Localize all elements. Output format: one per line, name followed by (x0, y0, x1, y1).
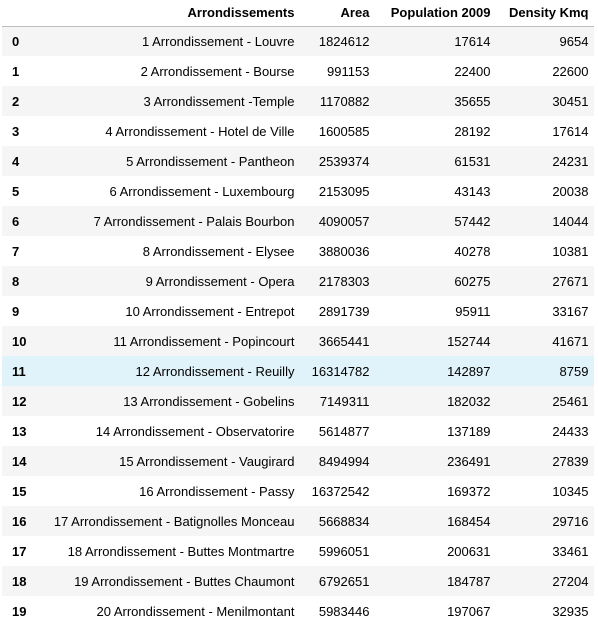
cell-density: 30451 (552, 93, 589, 109)
cell-area: 5668834 (318, 513, 370, 529)
row-index: 12 (12, 393, 27, 409)
table-row (2, 566, 594, 596)
cell-arrondissement: 14 Arrondissement - Observatorire (95, 423, 295, 439)
cell-arrondissement: 4 Arrondissement - Hotel de Ville (105, 123, 295, 139)
cell-density: 24433 (552, 423, 589, 439)
row-index: 4 (12, 153, 20, 169)
cell-area: 2539374 (318, 153, 370, 169)
cell-arrondissement: 9 Arrondissement - Opera (145, 273, 295, 289)
cell-area: 5983446 (318, 603, 370, 619)
cell-population: 60275 (454, 273, 491, 289)
cell-population: 169372 (447, 483, 491, 499)
table-row (2, 476, 594, 506)
row-index: 9 (12, 303, 20, 319)
cell-arrondissement: 11 Arrondissement - Popincourt (113, 333, 295, 349)
cell-area: 1600585 (318, 123, 370, 139)
cell-area: 6792651 (318, 573, 370, 589)
table-row (2, 206, 594, 236)
cell-density: 33167 (552, 303, 589, 319)
row-index: 17 (12, 543, 27, 559)
cell-density: 32935 (552, 603, 589, 619)
header-area: Area (300, 0, 375, 26)
cell-area: 991153 (327, 63, 370, 79)
cell-density: 20038 (552, 183, 589, 199)
cell-area: 2153095 (318, 183, 370, 199)
cell-area: 3665441 (318, 333, 370, 349)
cell-density: 25461 (552, 393, 589, 409)
row-index: 6 (12, 213, 20, 229)
cell-area: 5614877 (318, 423, 370, 439)
cell-density: 10345 (552, 483, 589, 499)
cell-population: 197067 (447, 603, 491, 619)
table-row (2, 296, 594, 326)
row-index: 19 (12, 603, 27, 619)
row-index: 0 (12, 33, 20, 49)
index-header (2, 0, 32, 26)
cell-population: 57442 (454, 213, 491, 229)
cell-population: 17614 (454, 33, 491, 49)
row-index: 15 (12, 483, 27, 499)
cell-area: 2178303 (318, 273, 370, 289)
row-index: 18 (12, 573, 27, 589)
row-index: 1 (12, 63, 20, 79)
dataframe-table (2, 0, 594, 626)
cell-density: 24231 (552, 153, 589, 169)
cell-arrondissement: 12 Arrondissement - Reuilly (135, 363, 295, 379)
header-arrondissements: Arrondissements (32, 0, 300, 26)
cell-area: 1824612 (318, 33, 370, 49)
cell-population: 35655 (454, 93, 491, 109)
cell-arrondissement: 10 Arrondissement - Entrepot (125, 303, 295, 319)
cell-density: 33461 (552, 543, 589, 559)
cell-arrondissement: 6 Arrondissement - Luxembourg (109, 183, 295, 199)
row-index: 5 (12, 183, 20, 199)
table-row (2, 536, 594, 566)
cell-population: 200631 (447, 543, 491, 559)
cell-population: 152744 (447, 333, 491, 349)
cell-population: 95911 (455, 303, 491, 319)
cell-arrondissement: 8 Arrondissement - Elysee (142, 243, 295, 259)
table-row (2, 236, 594, 266)
cell-density: 29716 (552, 513, 589, 529)
table-row (2, 446, 594, 476)
cell-population: 182032 (447, 393, 491, 409)
cell-arrondissement: 2 Arrondissement - Bourse (140, 63, 295, 79)
cell-population: 28192 (454, 123, 491, 139)
cell-area: 16372542 (311, 483, 370, 499)
cell-arrondissement: 15 Arrondissement - Vaugirard (119, 453, 295, 469)
cell-arrondissement: 13 Arrondissement - Gobelins (123, 393, 295, 409)
header-density: Density Kmq (496, 0, 594, 26)
header-row (2, 0, 594, 26)
cell-density: 9654 (559, 33, 589, 49)
cell-population: 22400 (454, 63, 491, 79)
cell-population: 168454 (447, 513, 491, 529)
table-row (2, 56, 594, 86)
cell-population: 43143 (454, 183, 491, 199)
cell-density: 17614 (552, 123, 589, 139)
cell-population: 61531 (454, 153, 491, 169)
cell-density: 14044 (552, 213, 589, 229)
cell-arrondissement: 7 Arrondissement - Palais Bourbon (93, 213, 295, 229)
cell-density: 27671 (552, 273, 589, 289)
cell-arrondissement: 16 Arrondissement - Passy (139, 483, 295, 499)
header-population: Population 2009 (375, 0, 496, 26)
cell-arrondissement: 17 Arrondissement - Batignolles Monceau (53, 513, 295, 529)
row-index: 11 (12, 363, 26, 379)
row-index: 13 (12, 423, 27, 439)
cell-arrondissement: 19 Arrondissement - Buttes Chaumont (74, 573, 295, 589)
cell-area: 3880036 (318, 243, 370, 259)
table-row (2, 176, 594, 206)
cell-area: 7149311 (319, 393, 370, 409)
table-row (2, 116, 594, 146)
cell-area: 1170882 (319, 93, 370, 109)
table-row (2, 596, 594, 626)
cell-arrondissement: 18 Arrondissement - Buttes Montmartre (67, 543, 295, 559)
cell-arrondissement: 1 Arrondissement - Louvre (142, 33, 295, 49)
cell-density: 27204 (552, 573, 589, 589)
cell-population: 142897 (447, 363, 491, 379)
cell-population: 137189 (447, 423, 491, 439)
cell-density: 8759 (559, 363, 589, 379)
cell-population: 40278 (454, 243, 491, 259)
cell-density: 22600 (552, 63, 589, 79)
cell-area: 2891739 (318, 303, 370, 319)
table-row (2, 356, 594, 386)
cell-area: 8494994 (318, 453, 370, 469)
row-index: 10 (12, 333, 27, 349)
row-index: 3 (12, 123, 20, 139)
row-index: 14 (12, 453, 27, 469)
cell-arrondissement: 20 Arrondissement - Menilmontant (96, 603, 295, 619)
table-row (2, 86, 594, 116)
table-row (2, 326, 594, 356)
table-row (2, 146, 594, 176)
table-row (2, 266, 594, 296)
cell-density: 41671 (552, 333, 589, 349)
cell-area: 4090057 (318, 213, 370, 229)
cell-arrondissement: 3 Arrondissement -Temple (143, 93, 295, 109)
cell-population: 236491 (447, 453, 491, 469)
table-body (2, 26, 594, 626)
table-row (2, 26, 594, 56)
table-row (2, 416, 594, 446)
row-index: 16 (12, 513, 27, 529)
table-row (2, 506, 594, 536)
table-row (2, 386, 594, 416)
cell-population: 184787 (447, 573, 491, 589)
cell-arrondissement: 5 Arrondissement - Pantheon (126, 153, 295, 169)
row-index: 8 (12, 273, 20, 289)
cell-density: 10381 (552, 243, 589, 259)
cell-area: 5996051 (318, 543, 370, 559)
row-index: 2 (12, 93, 20, 109)
cell-density: 27839 (552, 453, 589, 469)
row-index: 7 (12, 243, 20, 259)
cell-area: 16314782 (311, 363, 370, 379)
